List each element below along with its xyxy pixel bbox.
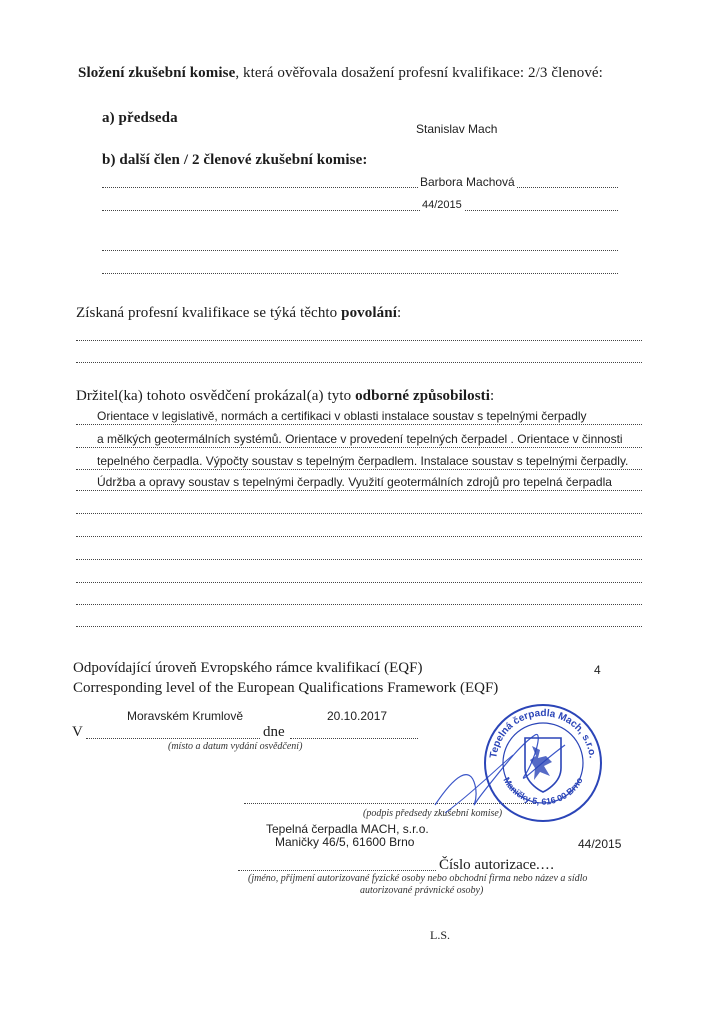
org-address: Maničky 46/5, 61600 Brno [275,835,415,849]
professions-line-2 [76,362,642,363]
competence-rule-5 [76,513,642,514]
committee-heading-rest: , která ověřovala dosažení profesní kvalifikace: 2/3 členové: [235,65,603,81]
issue-dne-label: dne [263,724,285,740]
eqf-line-en: Corresponding level of the European Qualifications Framework (EQF) [73,680,499,696]
competences-heading-pre: Držitel(ka) tohoto osvědčení prokázal(a) tyto [76,388,356,404]
member-name-1: Barbora Machová [420,175,515,189]
issue-date-line [290,738,418,739]
auth-number: 44/2015 [578,837,622,851]
issue-date: 20.10.2017 [327,709,388,723]
competences-heading-bold: odborné způsobilosti [355,388,491,404]
member-line-4 [102,273,618,274]
member-line-1 [102,187,618,188]
signature-caption: (podpis předsedy zkušební komise) [363,808,503,819]
competence-rule-7 [76,559,642,560]
member-line-3 [102,250,618,251]
competence-rule-3 [76,469,642,470]
professions-heading-pre: Získaná profesní kvalifikace se týká těchto [76,305,342,321]
members-label-text: b) další člen / 2 členové zkušební komise: [102,152,368,168]
issue-caption: (místo a datum vydání osvědčení) [168,741,303,752]
eqf-level: 4 [594,663,601,677]
competence-rule-2 [76,447,642,448]
competences-heading-post: : [490,388,495,404]
auth-caption-1: (jméno, příjmení autorizované fyzické osoby nebo obchodní firma nebo název a sídlo [248,873,588,884]
auth-line [238,870,436,871]
committee-heading-bold: Složení zkušební komise [78,65,236,81]
committee-heading [78,65,603,82]
svg-text:Maničky 5, 616 00 Brno: Maničky 5, 616 00 Brno [501,775,585,807]
org-name: Tepelná čerpadla MACH, s.r.o. [266,822,429,836]
competence-rule-9 [76,604,642,605]
member-name-2: 44/2015 [422,199,462,211]
competences-heading [76,388,494,405]
professions-line-1 [76,340,642,341]
chair-label [102,110,178,127]
members-label [102,152,367,169]
issue-v-label: V [72,724,83,740]
competence-line-2: a mělkých geotermálních systémů. Orientace v provedení tepelných čerpadel . Orientace v činnosti [97,432,623,446]
chair-label-text: a) předseda [102,110,178,126]
competence-line-3: tepelného čerpadla. Výpočty soustav s tepelným čerpadlem. Instalace soustav s tepelnými čerpadly. [97,454,629,468]
ls-mark: L.S. [430,928,451,942]
company-stamp-icon [480,700,606,826]
auth-label: Číslo autorizace.... [439,857,556,873]
professions-heading-bold: povolání [341,305,397,321]
competence-rule-8 [76,582,642,583]
auth-label-text: Číslo autorizace [439,857,537,873]
competence-line-4: Údržba a opravy soustav s tepelnými čerpadly. Využití geotermálních zdrojů pro tepelná čerpadla [97,475,612,489]
auth-caption-2: autorizované právnické osoby) [360,885,484,896]
competence-rule-4 [76,490,642,491]
eqf-line-cz: Odpovídající úroveň Evropského rámce kvalifikací (EQF) [73,660,423,676]
professions-heading [76,305,401,322]
professions-heading-post: : [396,305,402,321]
competence-rule-1 [76,424,642,425]
competence-line-1: Orientace v legislativě, normách a certifikaci v oblasti instalace soustav s tepelnými čerpadly [97,409,587,423]
member-line-2 [102,210,618,211]
svg-text:Tepelná čerpadla Mach, s.r.o.: Tepelná čerpadla Mach, s.r.o. [488,707,598,759]
competence-rule-6 [76,536,642,537]
competence-rule-10 [76,626,642,627]
chair-name: Stanislav Mach [416,122,498,136]
issue-place-line [86,738,260,739]
issue-place: Moravském Krumlově [127,709,244,723]
